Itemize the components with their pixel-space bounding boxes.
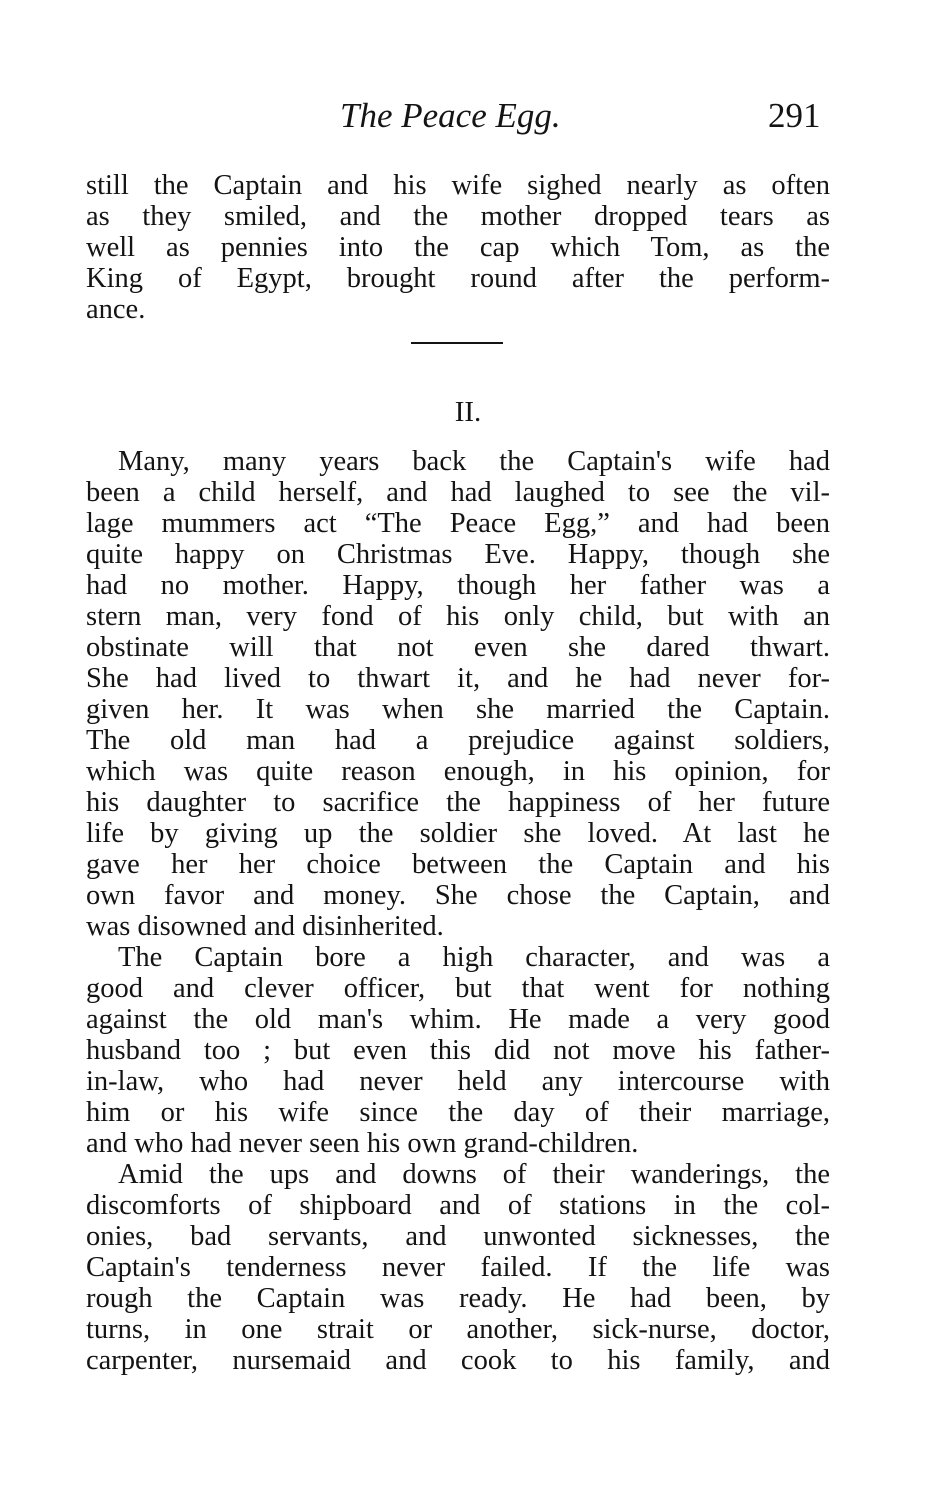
text-line: King of Egypt, brought round after the perform- bbox=[86, 263, 830, 294]
text-line: own favor and money. She chose the Captain, and bbox=[86, 880, 830, 911]
text-line: him or his wife since the day of their marriage, bbox=[86, 1097, 830, 1128]
text-line: Many, many years back the Captain's wife had bbox=[118, 446, 830, 477]
text-line: as they smiled, and the mother dropped tears as bbox=[86, 201, 830, 232]
text-line: had no mother. Happy, though her father was a bbox=[86, 570, 830, 601]
text-line: against the old man's whim. He made a very good bbox=[86, 1004, 830, 1035]
text-line: The Captain bore a high character, and was a bbox=[118, 942, 830, 973]
text-line: and who had never seen his own grand-children. bbox=[86, 1128, 639, 1159]
text-line: been a child herself, and had laughed to see the vil- bbox=[86, 477, 830, 508]
text-line: She had lived to thwart it, and he had never for- bbox=[86, 663, 830, 694]
text-line: his daughter to sacrifice the happiness of her future bbox=[86, 787, 830, 818]
text-line: The old man had a prejudice against soldiers, bbox=[86, 725, 830, 756]
text-line: life by giving up the soldier she loved. At last he bbox=[86, 818, 830, 849]
text-line: which was quite reason enough, in his opinion, for bbox=[86, 756, 830, 787]
running-title: The Peace Egg. bbox=[340, 96, 561, 135]
text-line: carpenter, nursemaid and cook to his family, and bbox=[86, 1345, 830, 1376]
page-number: 291 bbox=[768, 96, 821, 135]
section-heading: II. bbox=[454, 396, 482, 428]
text-line: discomforts of shipboard and of stations in the col- bbox=[86, 1190, 830, 1221]
text-line: stern man, very fond of his only child, but with an bbox=[86, 601, 830, 632]
opening-paragraph bbox=[86, 170, 830, 325]
text-line: ance. bbox=[86, 294, 146, 325]
text-line: Amid the ups and downs of their wanderings, the bbox=[118, 1159, 830, 1190]
text-line: still the Captain and his wife sighed nearly as often bbox=[86, 170, 830, 201]
text-line: onies, bad servants, and unwonted sicknesses, the bbox=[86, 1221, 830, 1252]
text-line: rough the Captain was ready. He had been, by bbox=[86, 1283, 830, 1314]
text-line: was disowned and disinherited. bbox=[86, 911, 444, 942]
section-divider-rule bbox=[411, 342, 503, 344]
text-line: well as pennies into the cap which Tom, as the bbox=[86, 232, 830, 263]
text-line: turns, in one strait or another, sick-nurse, doctor, bbox=[86, 1314, 830, 1345]
text-line: lage mummers act “The Peace Egg,” and had been bbox=[86, 508, 830, 539]
text-line: good and clever officer, but that went for nothing bbox=[86, 973, 830, 1004]
text-line: quite happy on Christmas Eve. Happy, though she bbox=[86, 539, 830, 570]
text-line: obstinate will that not even she dared thwart. bbox=[86, 632, 830, 663]
text-line: gave her her choice between the Captain and his bbox=[86, 849, 830, 880]
text-line: in-law, who had never held any intercourse with bbox=[86, 1066, 830, 1097]
text-line: husband too ; but even this did not move his father- bbox=[86, 1035, 830, 1066]
text-line: Captain's tenderness never failed. If the life was bbox=[86, 1252, 830, 1283]
text-line: given her. It was when she married the Captain. bbox=[86, 694, 830, 725]
section-body bbox=[86, 446, 830, 1376]
